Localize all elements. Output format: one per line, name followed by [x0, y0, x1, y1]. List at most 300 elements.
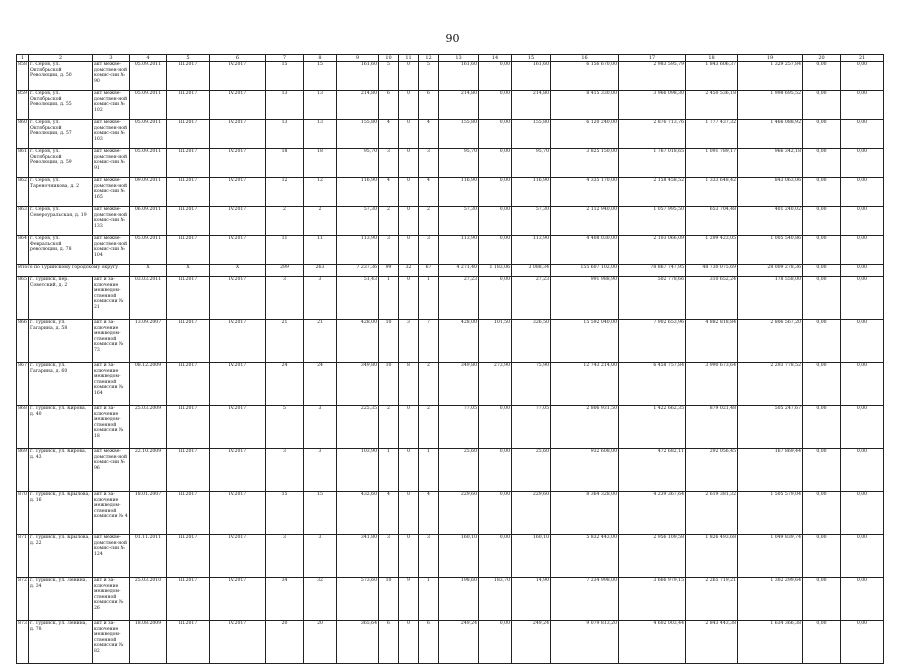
quarter-start-cell: III.2017 — [167, 449, 210, 492]
area-cell: 161,60 — [337, 62, 379, 91]
document-cell: акт и за-ключение межведом-ственной комиссии № 164 — [93, 363, 130, 406]
row-number: 867 — [17, 363, 29, 406]
cost-cell: 0,00 — [803, 120, 841, 149]
row-number: 861 — [17, 149, 29, 178]
cost-cell: 2 876 713,76 — [619, 120, 686, 149]
cost-cell: 843 063,06 — [738, 178, 803, 207]
area-cell: 116,90 — [439, 178, 479, 207]
area-cell: 214,80 — [512, 91, 551, 120]
total-cell: 1 183,06 — [479, 265, 512, 277]
cost-cell: 2 450 536,18 — [686, 91, 738, 120]
column-number: 19 — [738, 55, 803, 62]
residents-cell: 20 — [266, 621, 304, 664]
residents-cell: 13 — [266, 120, 304, 149]
rooms-cell: 2 — [419, 207, 439, 236]
area-cell: 14,90 — [512, 578, 551, 621]
table-row — [17, 449, 884, 492]
table-body-top — [17, 62, 884, 265]
area-cell: 25,60 — [512, 449, 551, 492]
cost-cell: 1 767 018,65 — [619, 149, 686, 178]
document-cell: акт межве-домствен-ной комис-сии № 133 — [93, 207, 130, 236]
cost-cell: 0,00 — [803, 449, 841, 492]
date-cell: 13.09.2007 — [130, 320, 167, 363]
quarter-start-cell: III.2017 — [167, 406, 210, 449]
document-cell: акт и за-ключение межведом-ственной комиссии № 73 — [93, 320, 130, 363]
total-cell: 28 009 278,36 — [738, 265, 803, 277]
document-cell: акт межве-домствен-ной комис-сии № 102 — [93, 91, 130, 120]
residents-cell: 11 — [304, 236, 337, 265]
total-cell: 3 088,34 — [512, 265, 551, 277]
table-row — [17, 363, 884, 406]
quarter-start-cell: III.2017 — [167, 277, 210, 320]
cost-cell: 4 335 170,00 — [551, 178, 619, 207]
cost-cell: 2 806 931,50 — [551, 406, 619, 449]
cost-cell: 0,00 — [841, 535, 884, 578]
date-cell: 18.08.2009 — [130, 621, 167, 664]
rooms-cell: 4 — [419, 178, 439, 207]
table-body-bottom — [17, 277, 884, 664]
cost-cell: 0,00 — [803, 149, 841, 178]
rooms-cell: 1 — [379, 449, 399, 492]
address-cell: г. Серов, ул. Североуральская, д. 19 — [29, 207, 93, 236]
address-cell: г. Туринск, ул. Крылова, д. 22 — [29, 535, 93, 578]
cost-cell: 5 832 443,00 — [551, 535, 619, 578]
rooms-cell: 6 — [419, 621, 439, 664]
document-cell: акт и за-ключение межведом-ственной комиссии № 18 — [93, 406, 130, 449]
row-number: 873 — [17, 621, 29, 664]
address-cell: г. Серов, ул. Октябрьской Революции, д. 59 — [29, 149, 93, 178]
rooms-cell: 0 — [399, 149, 419, 178]
rooms-cell: 8 — [399, 363, 419, 406]
residents-cell: 20 — [304, 621, 337, 664]
rooms-cell: 3 — [399, 320, 419, 363]
quarter-end-cell: IV.2017 — [210, 236, 266, 265]
cost-cell: 932 608,00 — [551, 449, 619, 492]
column-number: 4 — [130, 55, 167, 62]
residents-cell: 5 — [266, 406, 304, 449]
cost-cell: 3 990 673,64 — [686, 363, 738, 406]
cost-cell: 6 120 240,00 — [551, 120, 619, 149]
column-number-row — [17, 55, 884, 62]
row-number: 866 — [17, 320, 29, 363]
rooms-cell: 6 — [379, 621, 399, 664]
address-cell: г. Туринск, ул. Гагарина, д. 60 — [29, 363, 93, 406]
cost-cell: 0,00 — [803, 320, 841, 363]
cost-cell: 167 869,44 — [738, 449, 803, 492]
total-cell: 48 730 075,69 — [686, 265, 738, 277]
row-number: 865 — [17, 277, 29, 320]
cost-cell: 0,00 — [841, 492, 884, 535]
cost-cell: 2 112 940,00 — [551, 207, 619, 236]
area-cell: 57,30 — [439, 207, 479, 236]
area-cell: 155,80 — [439, 120, 479, 149]
table-row — [17, 149, 884, 178]
residents-cell: 3 — [304, 449, 337, 492]
cost-cell: 15 592 040,00 — [551, 320, 619, 363]
cost-cell: 653 704,48 — [686, 207, 738, 236]
rooms-cell: 2 — [419, 363, 439, 406]
quarter-end-cell: IV.2017 — [210, 363, 266, 406]
document-cell: акт межве-домствен-ной комис-сии № 91 — [93, 149, 130, 178]
cost-cell: 0,00 — [841, 62, 884, 91]
area-cell: 225,35 — [337, 406, 379, 449]
cost-cell: 1 998 695,52 — [738, 91, 803, 120]
area-cell: 0,00 — [479, 149, 512, 178]
table-row — [17, 91, 884, 120]
row-number: 858 — [17, 62, 29, 91]
quarter-end-cell: IV.2017 — [210, 207, 266, 236]
date-cell: 25.03.2010 — [130, 578, 167, 621]
area-cell: 229,60 — [439, 492, 479, 535]
rooms-cell: 4 — [419, 120, 439, 149]
cost-cell: 1 466 088,92 — [738, 120, 803, 149]
cost-cell: 8 364 328,00 — [551, 492, 619, 535]
rooms-cell: 0 — [399, 449, 419, 492]
date-cell: 08.12.2009 — [130, 363, 167, 406]
date-cell: 05.09.2011 — [130, 120, 167, 149]
quarter-start-cell: III.2017 — [167, 363, 210, 406]
rooms-cell: 0 — [399, 62, 419, 91]
area-cell: 101,50 — [479, 320, 512, 363]
rooms-cell: 4 — [379, 492, 399, 535]
rooms-cell: 0 — [399, 236, 419, 265]
quarter-start-cell: III.2017 — [167, 62, 210, 91]
address-cell: г. Туринск, ул. Ленина, д. 34 — [29, 578, 93, 621]
quarter-start-cell: III.2017 — [167, 535, 210, 578]
row-number: 869 — [17, 449, 29, 492]
address-cell: г. Серов, ул. Октябрьской Революции, д. 50 — [29, 62, 93, 91]
document-cell: акт межве-домствен-ной комис-сии № 103 — [93, 120, 130, 149]
area-cell: 95,70 — [439, 149, 479, 178]
cost-cell: 1 422 662,35 — [619, 406, 686, 449]
rooms-cell: 6 — [379, 91, 399, 120]
table-row — [17, 178, 884, 207]
rooms-cell: 3 — [419, 236, 439, 265]
cost-cell: 9 079 813,20 — [551, 621, 619, 664]
address-cell: г. Туринск, ул. Крылова, д. 16 — [29, 492, 93, 535]
row-number: 868 — [17, 406, 29, 449]
cost-cell: 1 057 995,50 — [619, 207, 686, 236]
address-cell: г. Туринск, ул. Кирова, д. 43 — [29, 449, 93, 492]
rooms-cell: 1 — [419, 277, 439, 320]
date-cell: 03.03.2011 — [130, 277, 167, 320]
cost-cell: 2 158 458,52 — [619, 178, 686, 207]
area-cell: 95,70 — [512, 149, 551, 178]
residents-cell: 13 — [266, 91, 304, 120]
cost-cell: 2 619 381,32 — [686, 492, 738, 535]
cost-cell: 6 458 757,84 — [619, 363, 686, 406]
area-cell: 160,10 — [512, 535, 551, 578]
quarter-end-cell: IV.2017 — [210, 449, 266, 492]
date-cell: 05.09.2011 — [130, 236, 167, 265]
total-cell: 155 607 102,00 — [551, 265, 619, 277]
cost-cell: 4 239 367,64 — [619, 492, 686, 535]
cost-cell: 3 825 150,00 — [551, 149, 619, 178]
cost-cell: 1 329 257,84 — [738, 62, 803, 91]
address-cell: г. Туринск, ул. Гагарина, д. 58 — [29, 320, 93, 363]
rooms-cell: 4 — [379, 120, 399, 149]
cost-cell: 0,00 — [803, 178, 841, 207]
date-cell: 06.09.2011 — [130, 207, 167, 236]
cost-cell: 0,00 — [803, 492, 841, 535]
cost-cell: 879 021,48 — [686, 406, 738, 449]
rooms-cell: 3 — [419, 149, 439, 178]
quarter-end-cell: IV.2017 — [210, 91, 266, 120]
rooms-cell: 3 — [379, 149, 399, 178]
area-cell: 0,00 — [479, 449, 512, 492]
column-number: 2 — [29, 55, 93, 62]
area-cell: 161,60 — [439, 62, 479, 91]
total-cell: X — [210, 265, 266, 277]
residents-cell: 3 — [266, 277, 304, 320]
date-cell: 01.11.2011 — [130, 535, 167, 578]
area-cell: 155,80 — [512, 120, 551, 149]
area-cell: 432,60 — [337, 492, 379, 535]
row-number: 862 — [17, 178, 29, 207]
area-cell: 249,24 — [512, 621, 551, 664]
area-cell: 0,00 — [479, 207, 512, 236]
residents-cell: 3 — [266, 535, 304, 578]
area-cell: 0,00 — [479, 91, 512, 120]
table-row — [17, 320, 884, 363]
table-row — [17, 62, 884, 91]
area-cell: 113,90 — [439, 236, 479, 265]
cost-cell: 4 602 003,44 — [619, 621, 686, 664]
column-number: 16 — [551, 55, 619, 62]
quarter-start-cell: III.2017 — [167, 236, 210, 265]
cost-cell: 0,00 — [841, 120, 884, 149]
rooms-cell: 7 — [419, 320, 439, 363]
address-cell: г. Серов, ул. Февральской революции, д. 78 — [29, 236, 93, 265]
area-cell: 0,00 — [479, 535, 512, 578]
cost-cell: 991 988,90 — [551, 277, 619, 320]
column-number: 11 — [399, 55, 419, 62]
row-number: 871 — [17, 535, 29, 578]
cost-cell: 1 777 437,32 — [686, 120, 738, 149]
cost-cell: 1 505 579,04 — [738, 492, 803, 535]
cost-cell: 401 240,02 — [738, 207, 803, 236]
cost-cell: 7 234 998,00 — [551, 578, 619, 621]
date-cell: 18.01.2007 — [130, 492, 167, 535]
area-cell: 27,23 — [512, 277, 551, 320]
rooms-cell: 0 — [399, 120, 419, 149]
column-number: 8 — [304, 55, 337, 62]
area-cell: 113,90 — [512, 236, 551, 265]
document-cell: акт межве-домствен-ной комис-сии № 96 — [93, 449, 130, 492]
residents-cell: 15 — [304, 62, 337, 91]
total-cell: X — [130, 265, 167, 277]
area-cell: 229,60 — [512, 492, 551, 535]
rooms-cell: 10 — [379, 363, 399, 406]
cost-cell: 310 652,24 — [686, 277, 738, 320]
residents-cell: 12 — [304, 178, 337, 207]
quarter-start-cell: III.2017 — [167, 91, 210, 120]
area-cell: 273,90 — [479, 363, 512, 406]
total-label: Итого по Туринскому городскому округу — [17, 265, 130, 277]
quarter-end-cell: IV.2017 — [210, 621, 266, 664]
cost-cell: 3 666 979,15 — [619, 578, 686, 621]
column-number: 13 — [439, 55, 479, 62]
cost-cell: 0,00 — [841, 207, 884, 236]
cost-cell: 0,00 — [803, 578, 841, 621]
cost-cell: 1 333 648,42 — [686, 178, 738, 207]
cost-cell: 12 743 214,00 — [551, 363, 619, 406]
residents-cell: 2 — [266, 207, 304, 236]
cost-cell: 0,00 — [803, 91, 841, 120]
area-cell: 103,90 — [337, 449, 379, 492]
table-row — [17, 207, 884, 236]
address-cell: г. Туринск, ул. Кирова, д. 40 — [29, 406, 93, 449]
total-cell: 78 867 747,95 — [619, 265, 686, 277]
cost-cell: 0,00 — [803, 406, 841, 449]
rooms-cell: 10 — [379, 320, 399, 363]
area-cell: 57,30 — [337, 207, 379, 236]
rooms-cell: 0 — [399, 535, 419, 578]
cost-cell: 1 049 839,74 — [738, 535, 803, 578]
rooms-cell: 1 — [419, 449, 439, 492]
address-cell: г. Серов, ул. Октябрьской Революции, д. 55 — [29, 91, 93, 120]
total-cell: 67 — [419, 265, 439, 277]
cost-cell: 2 103 066,09 — [619, 236, 686, 265]
area-cell: 0,00 — [479, 406, 512, 449]
row-number: 870 — [17, 492, 29, 535]
table-row — [17, 578, 884, 621]
total-cell: 99 — [379, 265, 399, 277]
date-cell: 22.10.2009 — [130, 449, 167, 492]
column-number: 21 — [841, 55, 884, 62]
cost-cell: 0,00 — [841, 91, 884, 120]
quarter-start-cell: III.2017 — [167, 178, 210, 207]
document-cell: акт межве-домствен-ной комис-сии № 124 — [93, 535, 130, 578]
quarter-end-cell: IV.2017 — [210, 178, 266, 207]
cost-cell: 0,00 — [841, 621, 884, 664]
residents-cell: 18 — [304, 149, 337, 178]
cost-cell: 0,00 — [841, 406, 884, 449]
cost-cell: 0,00 — [803, 277, 841, 320]
residents-cell: 13 — [304, 120, 337, 149]
area-cell: 428,00 — [337, 320, 379, 363]
area-cell: 326,50 — [512, 320, 551, 363]
cost-cell: 3 966 098,30 — [619, 91, 686, 120]
table-row — [17, 535, 884, 578]
column-number: 10 — [379, 55, 399, 62]
cost-cell: 0,00 — [803, 535, 841, 578]
quarter-end-cell: IV.2017 — [210, 277, 266, 320]
cost-cell: 2 293 778,52 — [738, 363, 803, 406]
column-number: 20 — [803, 55, 841, 62]
column-number: 12 — [419, 55, 439, 62]
area-cell: 0,00 — [479, 236, 512, 265]
quarter-end-cell: IV.2017 — [210, 149, 266, 178]
quarter-end-cell: IV.2017 — [210, 492, 266, 535]
cost-cell: 1 634 366,38 — [738, 621, 803, 664]
residents-cell: 15 — [304, 492, 337, 535]
area-cell: 116,90 — [512, 178, 551, 207]
residents-cell: 3 — [304, 406, 337, 449]
column-number: 5 — [167, 55, 210, 62]
residents-cell: 34 — [266, 578, 304, 621]
rooms-cell: 0 — [399, 621, 419, 664]
rooms-cell: 9 — [399, 578, 419, 621]
date-cell: 05.09.2011 — [130, 62, 167, 91]
column-number: 3 — [93, 55, 130, 62]
cost-cell: 2 265 719,21 — [686, 578, 738, 621]
cost-cell: 8 415 330,00 — [551, 91, 619, 120]
quarter-end-cell: IV.2017 — [210, 120, 266, 149]
rooms-cell: 0 — [399, 406, 419, 449]
residents-cell: 12 — [266, 178, 304, 207]
address-cell: г. Туринск, пер. Советский, д. 2 — [29, 277, 93, 320]
cost-cell: 0,00 — [803, 62, 841, 91]
area-cell: 77,05 — [512, 406, 551, 449]
quarter-start-cell: III.2017 — [167, 621, 210, 664]
area-cell: 0,00 — [479, 178, 512, 207]
housing-register-table — [16, 54, 884, 664]
total-cell: 0,00 — [803, 265, 841, 277]
area-cell: 198,60 — [439, 578, 479, 621]
cost-cell: 2 843 443,38 — [686, 621, 738, 664]
total-cell: X — [167, 265, 210, 277]
cost-cell: 2 983 595,79 — [619, 62, 686, 91]
cost-cell: 7 902 653,96 — [619, 320, 686, 363]
area-cell: 51,43 — [337, 277, 379, 320]
cost-cell: 6 156 670,00 — [551, 62, 619, 91]
rooms-cell: 3 — [379, 236, 399, 265]
cost-cell: 0,00 — [841, 449, 884, 492]
rooms-cell: 3 — [419, 535, 439, 578]
residents-cell: 13 — [304, 91, 337, 120]
cost-cell: 0,00 — [841, 178, 884, 207]
area-cell: 0,00 — [479, 492, 512, 535]
date-cell: 09.09.2011 — [130, 178, 167, 207]
area-cell: 214,80 — [439, 91, 479, 120]
cost-cell: 0,00 — [841, 236, 884, 265]
quarter-end-cell: IV.2017 — [210, 535, 266, 578]
rooms-cell: 1 — [379, 277, 399, 320]
column-number: 9 — [337, 55, 379, 62]
page-number: 90 — [445, 32, 460, 45]
column-number: 18 — [686, 55, 738, 62]
residents-cell: 24 — [266, 363, 304, 406]
cost-cell: 2 806 567,20 — [738, 320, 803, 363]
row-number: 863 — [17, 207, 29, 236]
cost-cell: 0,00 — [841, 363, 884, 406]
area-cell: 116,90 — [337, 178, 379, 207]
rooms-cell: 0 — [399, 178, 419, 207]
quarter-start-cell: III.2017 — [167, 120, 210, 149]
row-number: 864 — [17, 236, 29, 265]
column-number: 17 — [619, 55, 686, 62]
quarter-end-cell: IV.2017 — [210, 320, 266, 363]
document-cell: акт межве-домствен-ной комис-сии № 165 — [93, 178, 130, 207]
quarter-end-cell: IV.2017 — [210, 62, 266, 91]
cost-cell: 0,00 — [841, 578, 884, 621]
document-cell: акт и за-ключение межведом-ственной комиссии № 26 — [93, 578, 130, 621]
area-cell: 349,80 — [337, 363, 379, 406]
rooms-cell: 4 — [419, 492, 439, 535]
cost-cell: 4 882 818,84 — [686, 320, 738, 363]
row-number: 860 — [17, 120, 29, 149]
cost-cell: 1 005 540,86 — [738, 236, 803, 265]
cost-cell: 0,00 — [841, 320, 884, 363]
rooms-cell: 4 — [379, 178, 399, 207]
cost-cell: 2 956 109,58 — [619, 535, 686, 578]
cost-cell: 0,00 — [803, 207, 841, 236]
quarter-start-cell: III.2017 — [167, 320, 210, 363]
column-number: 6 — [210, 55, 266, 62]
column-number: 14 — [479, 55, 512, 62]
table-row — [17, 492, 884, 535]
